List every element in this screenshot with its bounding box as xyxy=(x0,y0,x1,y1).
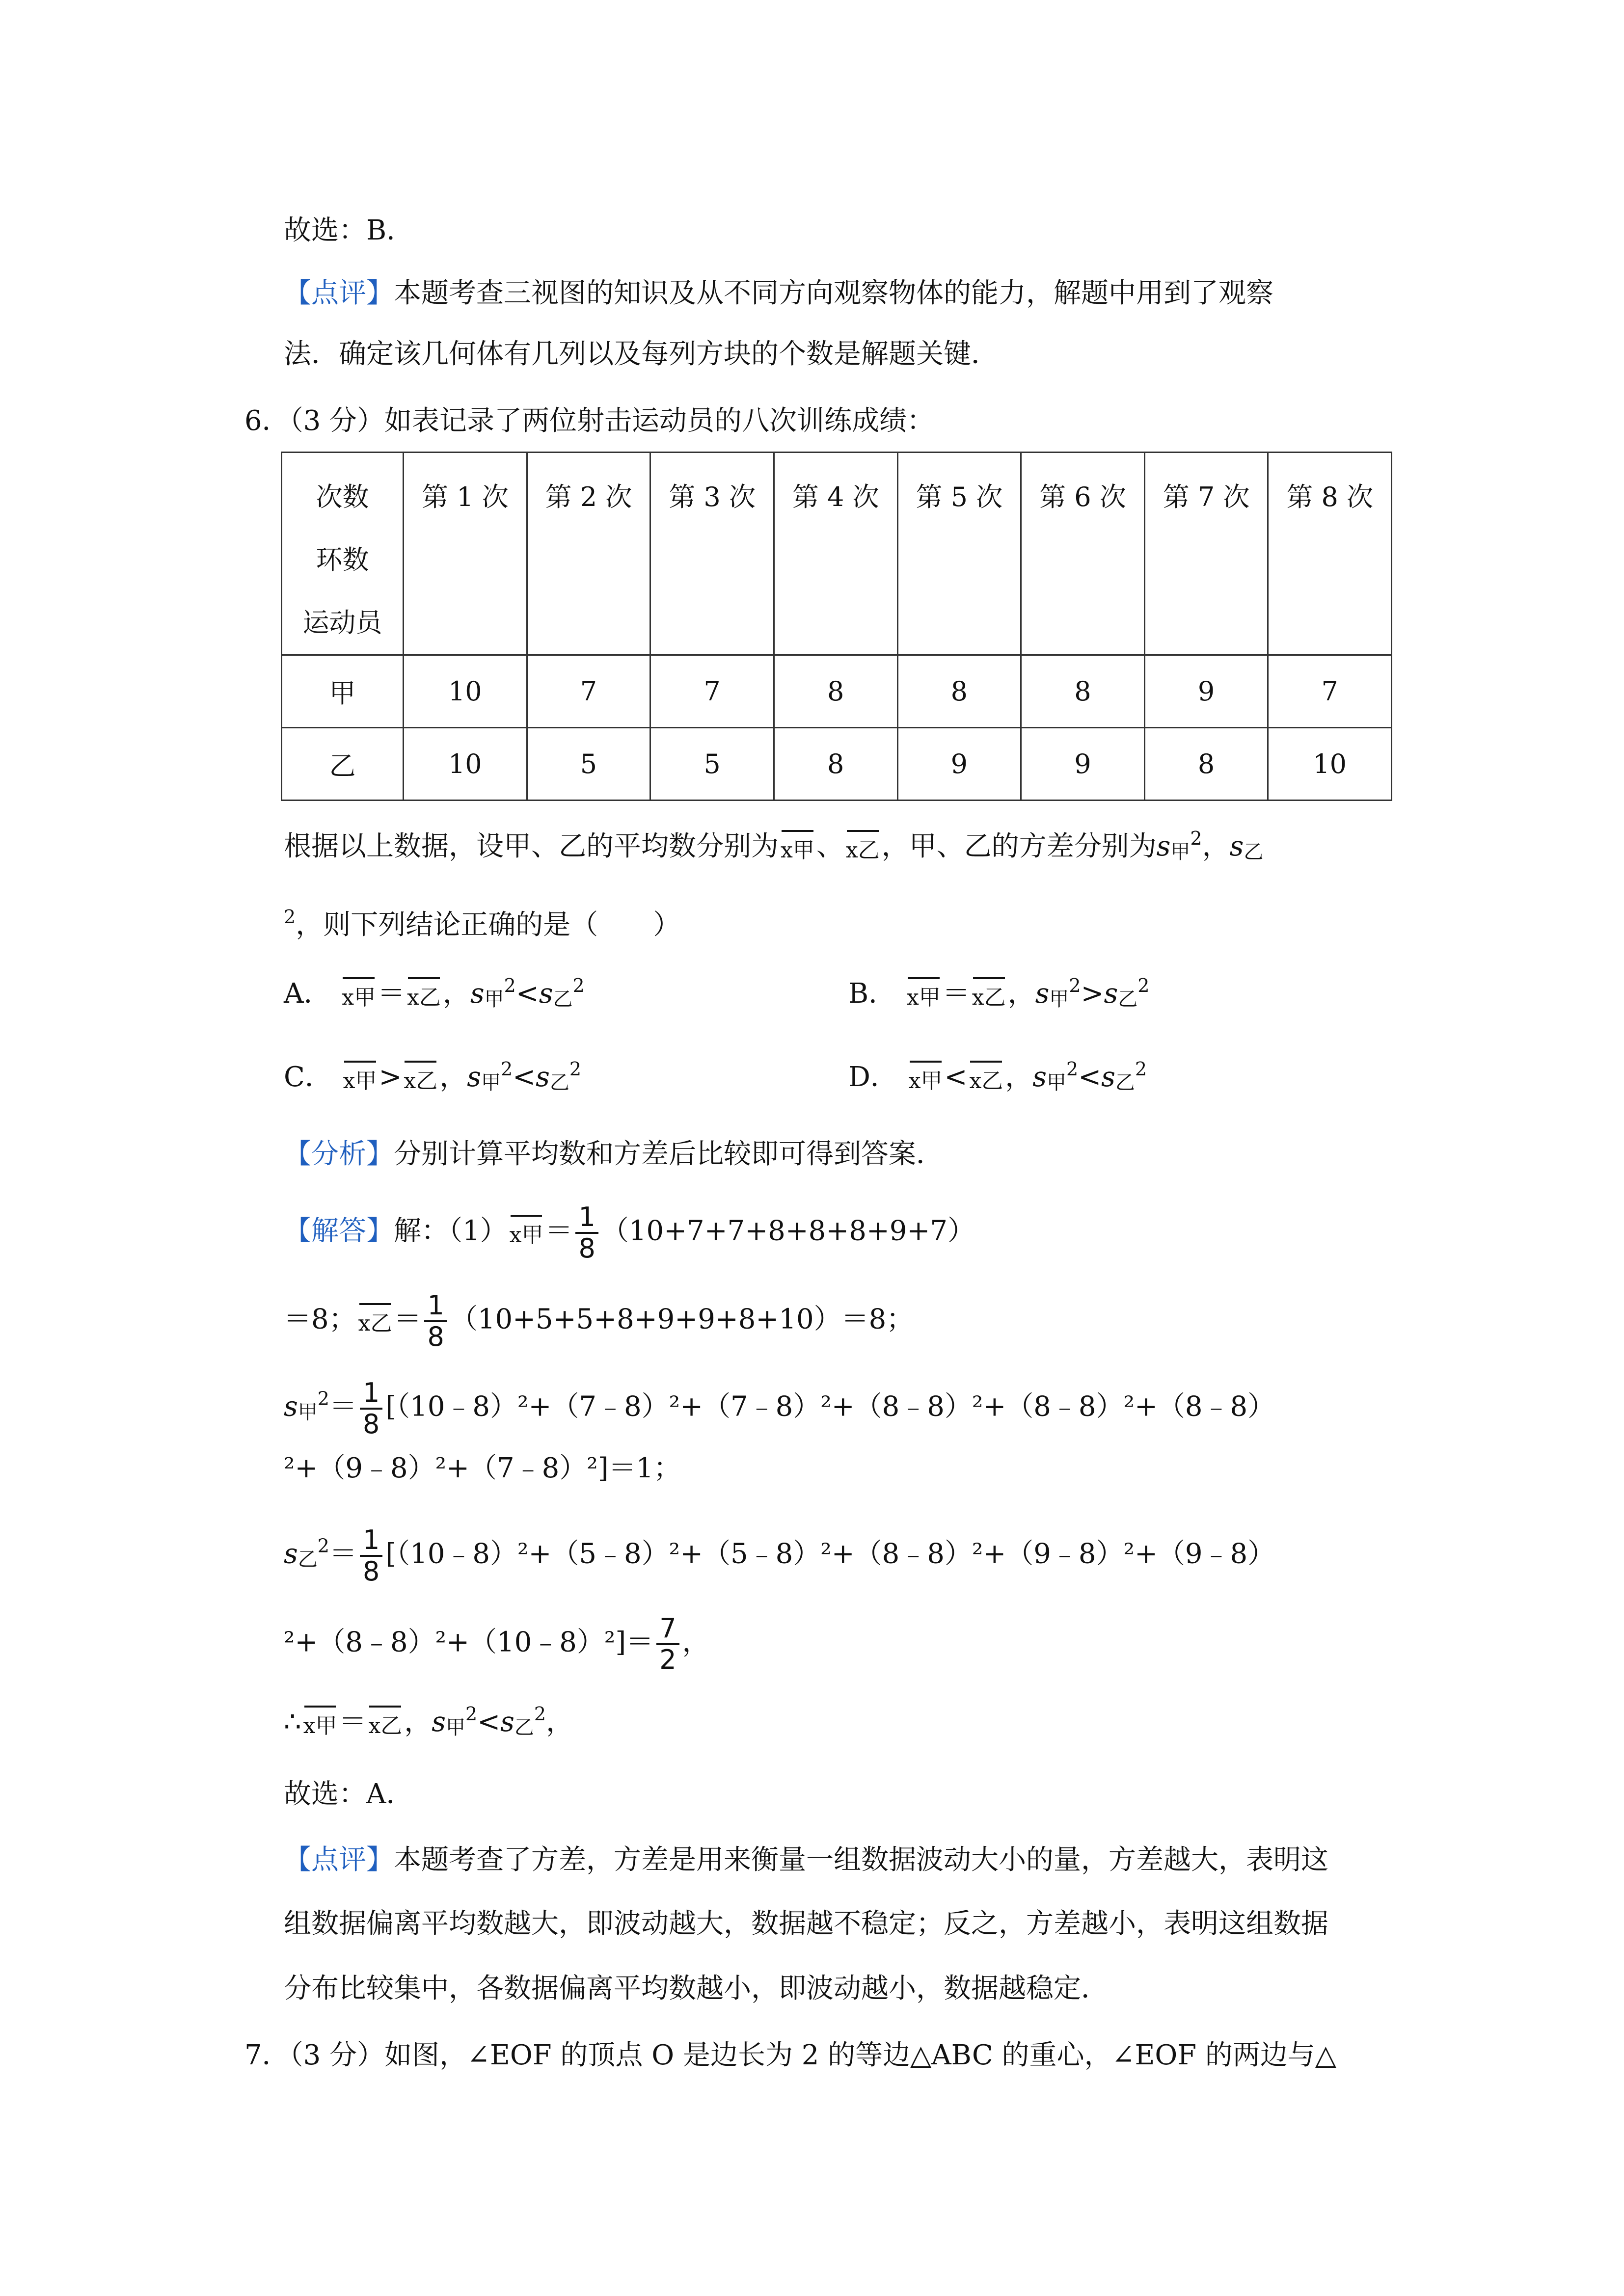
row-header: 甲 xyxy=(282,655,404,728)
q6-choice: 故选：A． xyxy=(284,1778,414,1810)
conclusion: ∴x甲＝x乙，s甲$^2$<s乙$^2$， xyxy=(284,1698,573,1743)
q6-comment-line-1: 【点评】本题考查了方差，方差是用来衡量一组数据波动大小的量，方差越大，表明这 xyxy=(284,1844,1328,1876)
answer-line-1: 【解答】解：（1）x甲＝ $\frac{1}{8}$ （10+7+7+8+8+8+9+7） xyxy=(284,1201,975,1264)
prev-comment-line-2: 法．确定该几何体有几列以及每列方块的个数是解题关键． xyxy=(284,338,999,370)
row-header: 乙 xyxy=(282,728,404,801)
table-row: 乙 10 5 5 8 9 9 8 10 xyxy=(282,728,1392,801)
fraction: $\frac{7}{2}$ xyxy=(656,1614,679,1675)
q6-stem-line-2: $^2$，则下列结论正确的是（ ） xyxy=(284,906,681,941)
option-c: C． x甲>x乙，s甲$^2$<s乙$^2$ xyxy=(284,1053,581,1098)
prev-choice: 故选：B． xyxy=(284,214,414,246)
fraction: $\frac{1}{8}$ xyxy=(575,1202,598,1263)
q6-header: 6．（3 分）如表记录了两位射击运动员的八次训练成绩： xyxy=(244,405,935,437)
fraction: $\frac{1}{8}$ xyxy=(360,1525,382,1586)
option-a: A． x甲＝x乙，s甲$^2$<s乙$^2$ xyxy=(284,970,585,1015)
option-b: B． x甲＝x乙，s甲$^2$>s乙$^2$ xyxy=(848,970,1149,1015)
score-table xyxy=(281,452,1392,801)
col-header: 第 2 次 xyxy=(527,453,650,655)
col-header: 第 6 次 xyxy=(1021,453,1145,655)
col-header: 第 8 次 xyxy=(1268,453,1392,655)
answer-tag: 【解答】 xyxy=(284,1215,394,1247)
q6-comment-line-2: 组数据偏离平均数越大，即波动越大，数据越不稳定；反之，方差越小，表明这组数据 xyxy=(284,1908,1328,1940)
col-header: 第 7 次 xyxy=(1144,453,1268,655)
answer-line-4: ²+（9﹣8）²+（7﹣8）²]＝1； xyxy=(284,1452,681,1484)
q6-stem-line-1: 根据以上数据，设甲、乙的平均数分别为x甲、x乙，甲、乙的方差分别为s甲$^2$，s乙 xyxy=(284,823,1263,868)
q7-header: 7．（3 分）如图，∠EOF 的顶点 O 是边长为 2 的等边△ABC 的重心，∠EOF 的两边与△ xyxy=(244,2039,1336,2071)
answer-line-5: s乙$^2$＝ $\frac{1}{8}$ [（10﹣8）²+（5﹣8）²+（5﹣8）²+（8﹣8）²+（9﹣8）²+（9﹣8） xyxy=(284,1524,1275,1587)
fraction: $\frac{1}{8}$ xyxy=(424,1291,447,1352)
table-row: 甲 10 7 7 8 8 8 9 7 xyxy=(282,655,1392,728)
answer-line-6: ²+（8﹣8）²+（10﹣8）²]＝ $\frac{7}{2}$ ， xyxy=(284,1613,710,1675)
comment-tag: 【点评】 xyxy=(284,1844,394,1876)
comment-tag: 【点评】 xyxy=(284,277,394,309)
table-corner-cell: 次数 环数 运动员 xyxy=(282,453,404,655)
answer-line-2: ＝8；x乙＝ $\frac{1}{8}$ （10+5+5+8+9+9+8+10）＝8； xyxy=(284,1290,914,1352)
col-header: 第 5 次 xyxy=(897,453,1021,655)
analysis: 【分析】分别计算平均数和方差后比较即可得到答案． xyxy=(284,1138,944,1170)
prev-comment-line-1: 【点评】本题考查三视图的知识及从不同方向观察物体的能力，解题中用到了观察 xyxy=(284,277,1273,309)
answer-line-3: s甲$^2$＝ $\frac{1}{8}$ [（10﹣8）²+（7﹣8）²+（7﹣8）²+（8﹣8）²+（8﹣8）²+（8﹣8） xyxy=(284,1377,1275,1440)
col-header: 第 3 次 xyxy=(650,453,774,655)
fraction: $\frac{1}{8}$ xyxy=(360,1378,382,1439)
col-header: 第 4 次 xyxy=(774,453,897,655)
analysis-tag: 【分析】 xyxy=(284,1138,394,1170)
q6-comment-line-3: 分布比较集中，各数据偏离平均数越小，即波动越小，数据越稳定． xyxy=(284,1973,1109,2004)
option-d: D． x甲<x乙，s甲$^2$<s乙$^2$ xyxy=(848,1053,1147,1098)
col-header: 第 1 次 xyxy=(404,453,527,655)
